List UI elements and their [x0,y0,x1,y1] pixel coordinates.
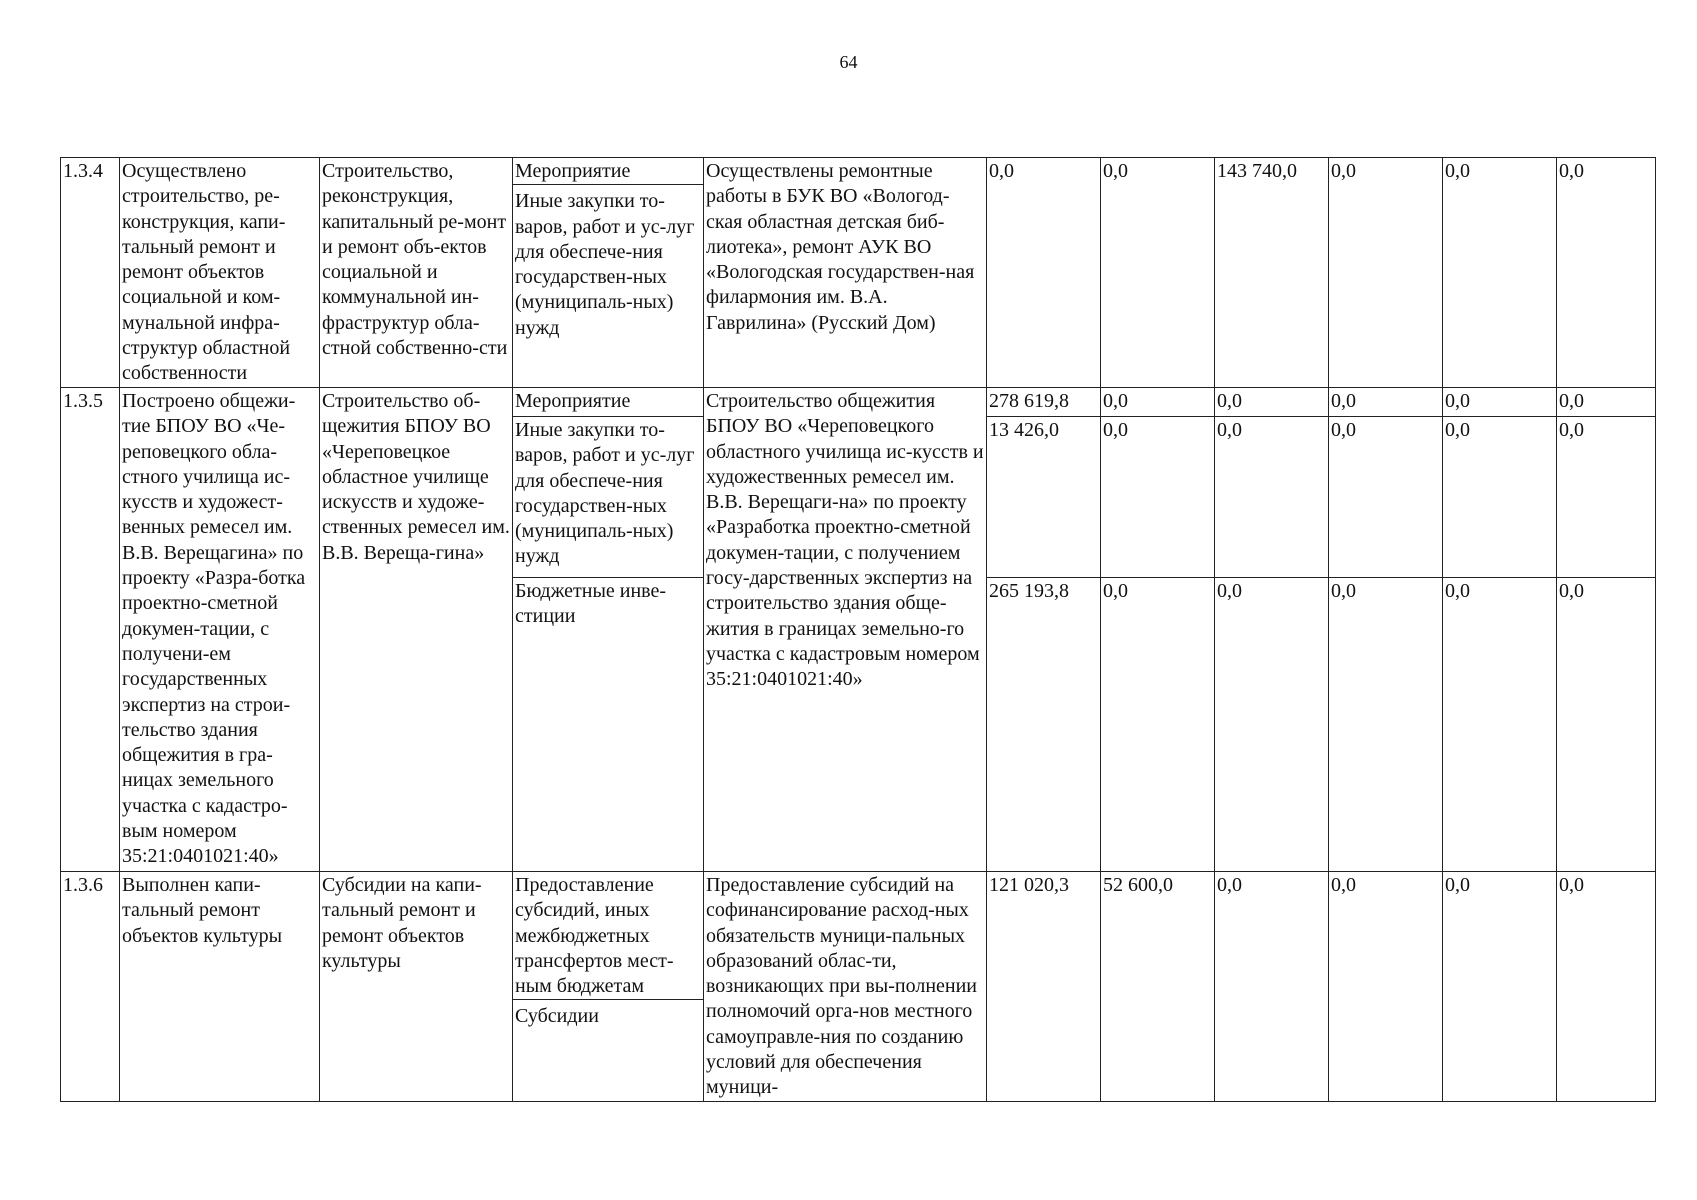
value-cell: 0,0 [1101,388,1215,417]
value-cell: 0,0 [1443,872,1557,1102]
page-number: 64 [839,52,858,72]
table-row [61,388,1656,417]
value-cell: 143 740,0 [1215,158,1329,388]
value-cell: 0,0 [1329,872,1443,1102]
activity-type-detail: Субсидии [515,1005,599,1028]
value-cell: 0,0 [1557,872,1656,1102]
value-cell: 0,0 [1557,388,1656,417]
value-cell: 0,0 [1443,578,1557,872]
activity-type-cell [513,872,704,1102]
value-cell: 0,0 [1215,872,1329,1102]
value-cell: 0,0 [1443,417,1557,578]
value-cell: 0,0 [1443,158,1557,388]
value-cell: 121 020,3 [987,872,1101,1102]
description-cell: Осуществлены ремонтные работы в БУК ВО «Вологод-ская областная детская биб-лиотека», ремонт АУК ВО «Вологодская государствен-ная филармония им. В.А. Гаврилина» (Русский Дом) [704,158,987,388]
description-cell: Предоставление субсидий на софинансирование расход-ных обязательств муници-пальных образований облас-ти, возникающих при вы-полнении полномочий орга-нов местного самоуправле-ния по созданию условий для обеспечения муници- [704,872,987,1102]
value-cell: 0,0 [1329,158,1443,388]
value-cell: 0,0 [1557,417,1656,578]
direction-cell: Строительство об-щежития БПОУ ВО «Череповецкое областное училище искусств и художе-ственных ремесел им. В.В. Вереща-гина» [320,388,513,872]
activity-type-detail: Иные закупки то-варов, работ и ус-луг для обеспече-ния государствен-ных (муниципаль-ных) нужд [515,190,695,339]
value-cell: 0,0 [1215,388,1329,417]
program-activities-table [60,157,1656,1102]
value-cell: 52 600,0 [1101,872,1215,1102]
activity-type-detail: Иные закупки то-варов, работ и ус-луг для обеспече-ния государствен-ных (муниципаль-ных) нужд [513,417,704,578]
activity-type-main: Мероприятие [513,159,703,185]
description-cell: Строительство общежития БПОУ ВО «Череповецкого областного училища ис-кусств и художественных ремесел им. В.В. Верещаги-на» по проекту «Разработка проектно-сметной докумен-тации, с получением госу-дарственных экспертиз на строительство здания обще-жития в границах земельно-го участка с кадастровым номером 35:21:0401021:40» [704,388,987,872]
value-cell: 0,0 [987,158,1101,388]
value-cell: 265 193,8 [987,578,1101,872]
result-cell: Выполнен капи-тальный ремонт объектов культуры [120,872,320,1102]
value-cell: 13 426,0 [987,417,1101,578]
activity-type-main: Предоставление субсидий, иных межбюджетных трансфертов мест-ным бюджетам [513,873,703,1000]
table-row [61,872,1656,1102]
direction-cell: Строительство, реконструкция, капитальный ре-монт и ремонт объ-ектов социальной и коммунальной ин-фраструктур обла-стной собственно-сти [320,158,513,388]
value-cell: 0,0 [1101,158,1215,388]
value-cell: 0,0 [1557,158,1656,388]
value-cell: 0,0 [1215,578,1329,872]
row-number: 1.3.6 [61,872,120,1102]
value-cell: 0,0 [1557,578,1656,872]
activity-type-cell [513,158,704,388]
value-cell: 0,0 [1101,417,1215,578]
row-number: 1.3.4 [61,158,120,388]
value-cell: 0,0 [1443,388,1557,417]
value-cell: 0,0 [1329,578,1443,872]
value-cell: 0,0 [1215,417,1329,578]
value-cell: 0,0 [1329,417,1443,578]
result-cell: Построено общежи-тие БПОУ ВО «Че-реповецкого обла-стного училища ис-кусств и художест-венных ремесел им. В.В. Верещагина» по проекту «Разра-ботка проектно-сметной докумен-тации, с получени-ем государственных экспертиз на строи-тельство здания общежития в гра-ницах земельного участка с кадастро-вым номером 35:21:0401021:40» [120,388,320,872]
row-number: 1.3.5 [61,388,120,872]
value-cell: 0,0 [1101,578,1215,872]
activity-type-extra: Бюджетные инве-стиции [513,578,704,872]
activity-type-main: Мероприятие [513,388,704,417]
table-row [61,158,1656,388]
result-cell: Осуществлено строительство, ре-конструкция, капи-тальный ремонт и ремонт объектов социальной и ком-мунальной инфра-структур областной собственности [120,158,320,388]
value-cell: 278 619,8 [987,388,1101,417]
value-cell: 0,0 [1329,388,1443,417]
direction-cell: Субсидии на капи-тальный ремонт и ремонт объектов культуры [320,872,513,1102]
